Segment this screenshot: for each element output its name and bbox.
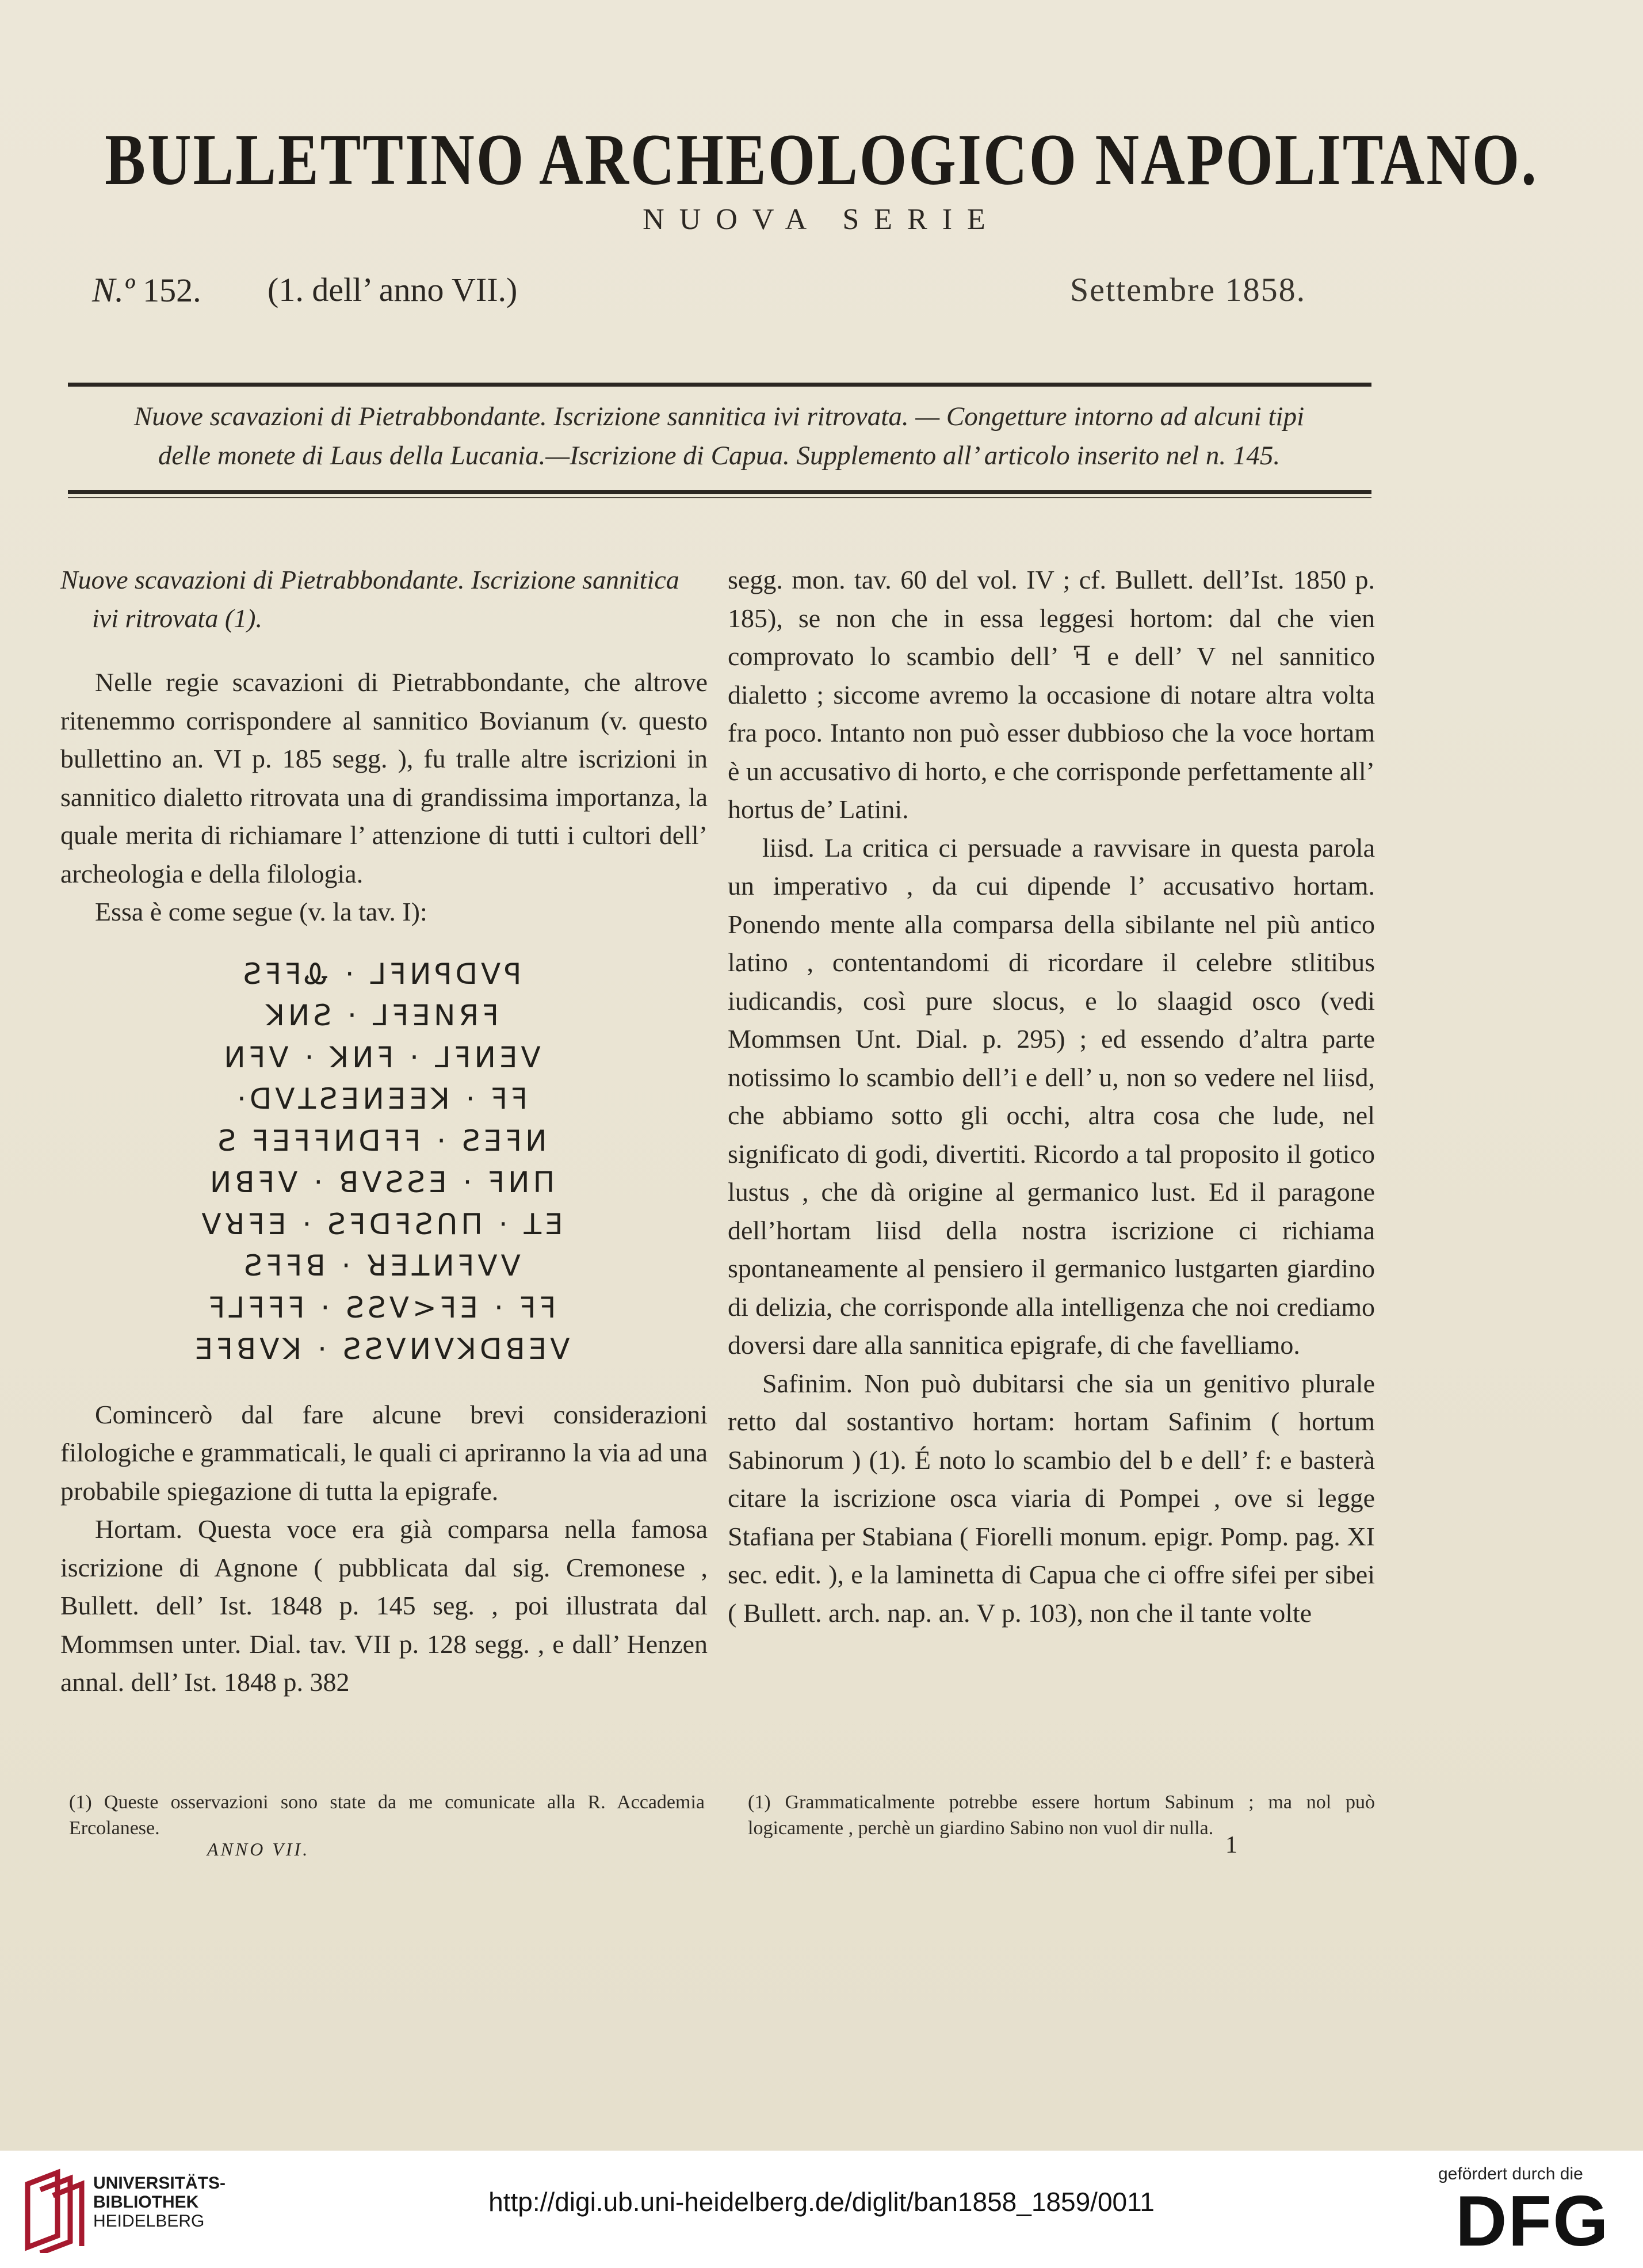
library-line: UNIVERSITÄTS-	[93, 2174, 226, 2193]
signature-mark: ANNO VII.	[207, 1839, 310, 1860]
issue-number	[92, 270, 201, 310]
paragraph: liisd. La critica ci persuade a ravvisare in questa parola un imperativo , da cui dipende l’ accusativo hortam. Ponendo mente alla comparsa della sibilante nel più antico latino , contentandomi di ricordare il celebre stlitibus iudicandis, così pure slocus, e lo slaagid osco (vedi Mommsen Unt. Dial. p. 295) ; ed essendo d’altra parte notissimo lo scambio dell’i e dell’ u, non so vedere nel liisd, che abbiamo sotto gli occhi, altra cosa che lude, nel significato di godi, divertiti. Ricordo a tal proposito il gotico lustus , che dà origine al germanico lust. Ed il paragone dell’hortam liisd della nostra iscrizione ci richiama spontaneamente al pensiero il germanico lustgarten giardino di delizia, che corrisponde alla intelligenza che noi crediamo doversi dare alla sannitica epigrafe, di che favelliamo.	[728, 833, 1375, 1360]
footnote-right: (1) Grammaticalmente potrebbe essere hortum Sabinum ; ma nol può logicamente , perchè un giardino Sabino non vuol dir nulla.	[748, 1792, 1375, 1839]
permalink-url[interactable]: http://digi.ub.uni-heidelberg.de/diglit/ban1858_1859/0011	[488, 2187, 1155, 2217]
inscription-line: ꓘИƧ · ⅃ꟻꓱNЯꟻ	[266, 999, 502, 1032]
paragraph: Essa è come segue (v. la tav. I):	[95, 897, 427, 926]
article-heading: Nuove scavazioni di Pietrabbondante. Iscrizione sannitica ivi ritrovata (1).	[60, 565, 679, 633]
journal-title: BULLETTINO ARCHEOLOGICO NAPOLITANO.	[105, 119, 1538, 200]
top-rule	[68, 383, 1371, 387]
inscription-line: ƧꟻꟻᎲ · ⅃ꟻИꟼꓷVꟼ	[243, 957, 525, 991]
funding-label: gefördert durch die	[1438, 2164, 1583, 2183]
dfg-logo[interactable]: DFG	[1455, 2182, 1610, 2261]
paragraph: Safinim. Non può dubitarsi che sia un genitivo plurale retto dal sostantivo hortam: hortam Safinim ( hortum Sabinorum ) (1). É noto lo scambio del b e dell’ f: e basterà citare la iscrizione osca viaria di Pompei , ove si legge Stafiana per Stabiana ( Fiorelli monum. epigr. Pomp. pag. XI sec. edit. ), e la laminetta di Capua che ci offre sifei per sibei ( Bullett. arch. nap. an. V p. 103), non che il tante volte	[728, 1368, 1375, 1628]
series-subtitle: NUOVA SERIE	[643, 203, 1000, 236]
inscription-line: Ƨꟻꟻꓭ · ꓤƎꓕИꟻVV	[244, 1249, 524, 1282]
paragraph: Nelle regie scavazioni di Pietrabbondante, che altrove ritenemmo corrispondere al sannitico Bovianum (v. questo bullettino an. VI p. 185 segg. ), fu tralle altre iscrizioni in sannitico dialetto ritrovata una di grandissima importanza, la quale merita di richiamare l’ attenzione di tutti i cultori dell’ archeologia e della filologia.	[60, 667, 708, 888]
summary-line: delle monete di Laus della Lucania.—Iscrizione di Capua. Supplemento all’ articolo inserito nel n. 145.	[158, 441, 1281, 471]
left-column	[60, 561, 708, 1702]
summary-line: Nuove scavazioni di Pietrabbondante. Iscrizione sannitica ivi ritrovata. — Congetture intorno ad alcuni tipi	[133, 402, 1305, 432]
page-number: 1	[1225, 1832, 1237, 1858]
oscan-inscription	[60, 953, 708, 1370]
contents-summary	[58, 397, 1381, 475]
issue-label: N.º	[92, 271, 135, 309]
issue-number-value: 152.	[143, 272, 201, 309]
inscription-line: ИꟻV · ꓘИꟻ · ⅃ꟻИƎV	[224, 1040, 544, 1074]
inscription-line: ·ꓷVꓕƧꓱИƎƎꓘ · ꟻꟻ	[237, 1082, 531, 1116]
issue-year: (1. dell’ anno VII.)	[268, 271, 518, 308]
bottom-rule-thin	[68, 497, 1371, 498]
inscription-line: ƎꟻꓭVꓘ · ƧƧVИVꓘꓷꓭƎV	[194, 1332, 574, 1366]
inscription-line: Ƨ ꟻꓱꟻꟻИꓷꟻꟻ · ƧꓱꟻИ	[217, 1124, 551, 1158]
library-line: HEIDELBERG	[93, 2212, 205, 2231]
bottom-rule	[68, 490, 1371, 494]
footnote-left: (1) Queste osservazioni sono state da me comunicate alla R. Accademia Ercolanese.	[69, 1792, 705, 1839]
right-column	[728, 561, 1375, 1632]
issue-date: Settembre 1858.	[1070, 271, 1306, 308]
paragraph: segg. mon. tav. 60 del vol. IV ; cf. Bullett. dell’Ist. 1850 p. 185), se non che in essa leggesi hortom: dal che vien comprovato lo scambio dell’ ꟻ e dell’ V nel sannitico dialetto ; siccome avremo la occasione di notare altra volta fra poco. Intanto non può esser dubbioso che la voce hortam è un accusativo di horto, e che corrisponde perfettamente all’ hortus de’ Latini.	[728, 565, 1375, 824]
paragraph: Hortam. Questa voce era già comparsa nella famosa iscrizione di Agnone ( pubblicata dal sig. Cremonese , Bullett. dell’ Ist. 1848 p. 145 seg. , poi illustrata dal Mommsen unter. Dial. tav. VII p. 128 segg. , e dall’ Henzen annal. dell’ Ist. 1848 p. 382	[60, 1514, 708, 1697]
inscription-line: VꓤꟻƎ · ƧꟻꓷꟻƧꓵП · ꓕƎ	[201, 1207, 567, 1241]
inscription-line: ИꓭꟻV · ꓭVƧƧƎ · ꟻИП	[209, 1166, 559, 1199]
paragraph: Comincerò dal fare alcune brevi considerazioni filologiche e grammaticali, le quali ci apriranno la via ad una probabile spiegazione di tutta la epigrafe.	[60, 1399, 708, 1506]
inscription-line: ꟻ⅃ꟻꟻꟻ · ƧƧV>ꟻƎ · ꟻꟻ	[208, 1290, 560, 1324]
library-line: BIBLIOTHEK	[93, 2193, 199, 2212]
